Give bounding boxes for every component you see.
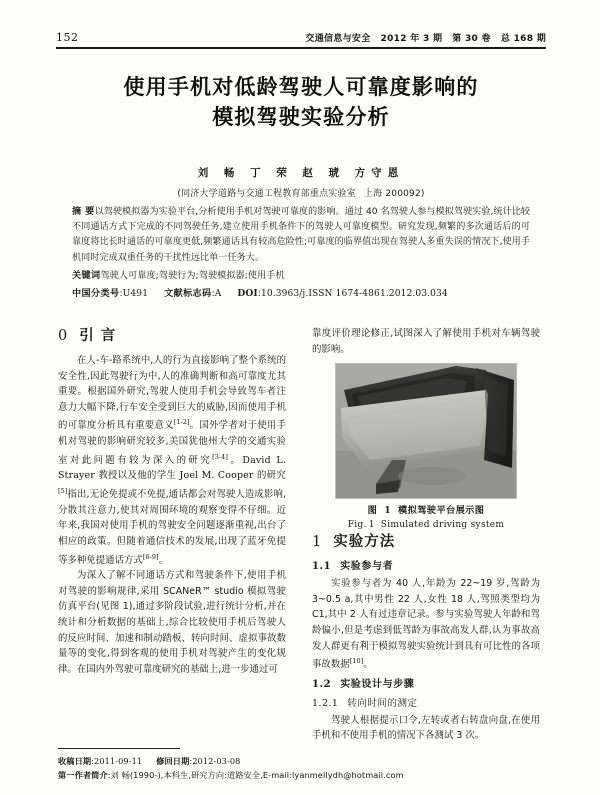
serial-info: 总 168 期 bbox=[500, 34, 546, 44]
intro-p1-b: 。国外学者对于使用手机对驾驶的影响研究较多,美国犹他州大学的交通实验室对此问题有较为深入的研究 bbox=[58, 420, 286, 466]
meta-row bbox=[72, 286, 530, 302]
volume-info: 第 30 卷 bbox=[452, 34, 491, 44]
figure-text-cn: 模拟驾驶平台展示图 bbox=[398, 505, 485, 517]
header-rule bbox=[56, 47, 546, 49]
footnote-dates: 收稿日期:2011-09-11 修回日期:2012-03-08 bbox=[58, 756, 241, 766]
journal-name: 交通信息与安全 bbox=[305, 34, 371, 44]
section-number-0: 0 bbox=[58, 328, 69, 344]
figure-number-cn: 1 bbox=[384, 505, 392, 517]
doc-code-label: 文献标志码 bbox=[164, 289, 212, 300]
subsection-title-1-2: 实验设计与步骤 bbox=[340, 678, 415, 690]
doc-code-segment: 文献标志码:A bbox=[164, 289, 222, 300]
intro-paragraph-2-cont: 靠度评价理论修正,试图深入了解使用手机对车辆驾驶的影响。 bbox=[312, 328, 540, 355]
journal-info bbox=[305, 31, 546, 44]
issue-info: 2012 年 3 期 bbox=[380, 34, 443, 44]
section-title-method: 实验方法 bbox=[333, 534, 396, 551]
clc-label: 中国分类号 bbox=[72, 289, 120, 300]
figure-1 bbox=[312, 363, 540, 532]
intro-p1-c: 。David L. Strayer 教授以及他的学生 Joel M. Cooper 的研究 bbox=[58, 454, 286, 482]
participants-text-end: 。 bbox=[363, 659, 373, 671]
subsection-number-1-2: 1.2 bbox=[312, 678, 332, 690]
doi-segment: DOI:10.3963/j.ISSN 1674-4861.2012.03.034 bbox=[237, 288, 448, 300]
citation-ref-2: [3-4] bbox=[212, 452, 228, 461]
subsection-number-1-1: 1.1 bbox=[312, 561, 332, 573]
figure-caption-en bbox=[312, 518, 540, 532]
intro-p1-d: 指出,无论免提或不免提,通话都会对驾驶人造成影响,分散其注意力,使其对周围环境的观察变得不仔细。近年来,我国对使用手机的驾驶安全问题逐渐重视,出台了相应的政策。但随着通信技术的发展,出现了蓝牙免提等多种免提通话方式 bbox=[58, 489, 286, 566]
subsubsection-number-1-2-1: 1.2.1 bbox=[312, 697, 339, 709]
intro-paragraph-1 bbox=[58, 353, 286, 568]
title-line-2: 模拟驾驶实验分析 bbox=[212, 105, 390, 129]
affiliation bbox=[56, 186, 546, 199]
column-left bbox=[58, 326, 286, 677]
simulated-driving-system-photo bbox=[335, 363, 517, 499]
clc-segment: 中国分类号:U491 bbox=[72, 289, 149, 300]
intro-p1-a: 在人-车-路系统中,人的行为直接影响了整个系统的安全性,因此驾驶行为中,人的准确判断和高可靠度尤其重要。根据国外研究,驾驶人使用手机会导致驾车者注意力大幅下降,行车安全受到巨大的威胁,因而使用手机的可靠度分析具有重要意义 bbox=[58, 355, 286, 432]
doc-code-value: A bbox=[214, 289, 222, 300]
keywords-row bbox=[72, 269, 530, 284]
doi-value: 10.3963/j.ISSN 1674-4861.2012.03.034 bbox=[260, 289, 448, 300]
figure-label-en: Fig. bbox=[347, 520, 367, 531]
received-label: 收稿日期 bbox=[58, 756, 92, 766]
photo-graphic bbox=[336, 364, 516, 498]
column-right bbox=[312, 326, 540, 744]
abstract-text: 以驾驶模拟器为实验平台,分析使用手机对驾驶可靠度的影响。通过 40 名驾驶人参与模拟驾驶实验,统计比较不同通话方式下完成的不同驾驶任务,建立使用手机条件下的驾驶人可靠度模型。研究发现,频繁的多次通话后的可靠度将比长时通话的可靠度更低,频繁通话具有较高危险性;可靠度的临界值出现在驾驶人多重失误的情况下,使用手机同时完成双重任务的干扰性远比单一任务大。 bbox=[72, 207, 530, 263]
footnote-rule bbox=[58, 748, 180, 749]
section-title-intro: 引 言 bbox=[79, 328, 117, 344]
bio-value: 刘 畅(1990-),本科生,研究方向:道路安全,E-mail:lyanmellydh@hotmail.com bbox=[110, 770, 404, 780]
intro-paragraph-2: 为深入了解不同通话方式和驾驶条件下,使用手机对驾驶的影响规律,采用 SCANeR™ studio 模拟驾驶仿真平台(见图 1),通过多阶段试验,进行统计分析,并在统计和分析数据的基础上,综合比较使用手机后驾驶人的反应时间、加速和制动踏板、转向时间、虚拟事故数量等的变化,得到客观的使用手机对驾驶产生的变化规律。在国内外驾驶可靠度研究的基础上,进一步通过可 bbox=[58, 570, 286, 675]
revised-label: 修回日期 bbox=[156, 756, 190, 766]
subsubsection-title-1-2-1: 转向时间的测定 bbox=[347, 697, 418, 709]
abstract-paragraph bbox=[72, 205, 530, 266]
revised-value: 2012-03-08 bbox=[192, 756, 241, 766]
running-head bbox=[56, 28, 546, 44]
citation-ref-5: [10] bbox=[349, 657, 364, 666]
abstract-block bbox=[72, 205, 530, 302]
page-title bbox=[56, 72, 546, 132]
citation-ref-4: [6-9] bbox=[142, 552, 159, 561]
author-list: 刘 畅 丁 荣 赵 琥 方守恩 bbox=[197, 167, 405, 179]
received-value: 2011-09-11 bbox=[94, 756, 143, 766]
bio-label: 第一作者简介 bbox=[58, 770, 108, 780]
citation-ref-1: [1-2] bbox=[173, 418, 190, 427]
title-line-1: 使用手机对低龄驾驶人可靠度影响的 bbox=[123, 75, 479, 99]
figure-text-en: Simulated driving system bbox=[380, 520, 505, 531]
section-number-1: 1 bbox=[312, 534, 323, 551]
subsection-title-1-1: 实验参与者 bbox=[340, 561, 394, 573]
subsection-heading-design bbox=[312, 677, 540, 693]
section-heading-intro bbox=[58, 326, 286, 346]
keywords-text: 驾驶人可靠度;驾驶行为;驾驶模拟器;使用手机 bbox=[100, 270, 285, 281]
intro-p1-e: 。 bbox=[158, 554, 169, 566]
figure-label-cn: 图 bbox=[367, 505, 378, 517]
citation-ref-3: [5] bbox=[58, 487, 68, 495]
affiliation-institute: (同济大学道路与交通工程教育部重点实验室 bbox=[177, 189, 356, 199]
clc-value: U491 bbox=[122, 289, 149, 300]
page-number: 152 bbox=[56, 31, 79, 44]
participants-text: 实验参与者为 40 人,年龄为 22~19 岁,驾龄为 3~0.5 a,其中男性 22 人,女性 18 人,驾照类型均为 C1,其中 2 人有过违章记录。参与实验驾驶人年龄和驾龄偏小,但是考虑到低驾龄为事故高发人群,认为事故高发人群更有利于模拟驾驶实验统计到具有可比性的各项事故数据 bbox=[312, 578, 540, 671]
participants-paragraph bbox=[312, 576, 540, 673]
subsection-heading-participants bbox=[312, 559, 540, 575]
steering-paragraph: 驾驶人根据提示口令,左转或者右转盘向盘,在使用手机和不使用手机的情况下各测试 3 次。 bbox=[312, 714, 540, 742]
section-heading-method bbox=[312, 532, 540, 552]
figure-caption-cn bbox=[312, 504, 540, 518]
abstract-label: 摘 要 bbox=[72, 207, 95, 217]
footnote-block bbox=[58, 754, 548, 782]
figure-number-en: 1 bbox=[368, 520, 375, 531]
footnote-bio: 第一作者简介:刘 畅(1990-),本科生,研究方向:道路安全,E-mail:lyanmellydh@hotmail.com bbox=[58, 770, 404, 780]
keywords-label: 关键词 bbox=[72, 270, 101, 281]
affiliation-city: 上海 200092) bbox=[363, 189, 425, 199]
doi-label: DOI bbox=[237, 288, 258, 300]
subsubsection-heading-steering bbox=[312, 696, 540, 712]
